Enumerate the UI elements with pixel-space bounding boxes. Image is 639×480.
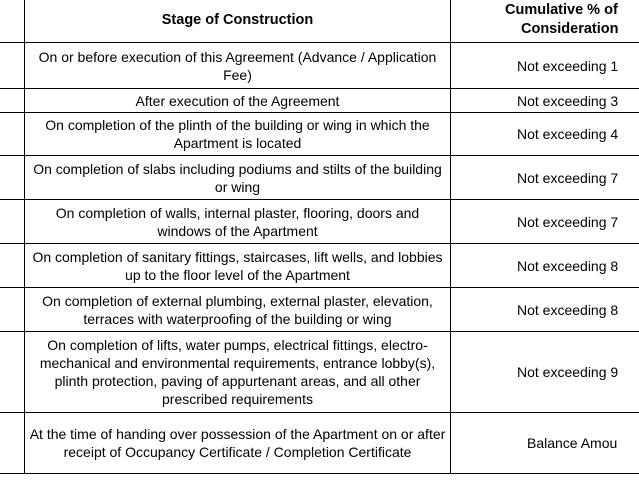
stage-cell: On completion of slabs including podiums and stilts of the building or wing bbox=[25, 156, 451, 200]
amount-cell: Not exceeding 7 bbox=[451, 200, 639, 244]
serial-cell bbox=[0, 113, 25, 156]
table-row bbox=[0, 413, 639, 474]
table-row bbox=[0, 43, 639, 89]
stage-cell: On completion of external plumbing, external plaster, elevation, terraces with waterproofing of the building or wing bbox=[25, 288, 451, 332]
serial-header-cell bbox=[0, 0, 25, 43]
header-row bbox=[0, 0, 639, 43]
stage-cell: On completion of lifts, water pumps, electrical fittings, electro-mechanical and environmental requirements, entrance lobby(s), plinth protection, paving of appurtenant areas, and all other prescribed requirements bbox=[25, 332, 451, 413]
stage-cell: At the time of handing over possession of the Apartment on or after receipt of Occupancy Certificate / Completion Certificate bbox=[25, 413, 451, 474]
serial-cell bbox=[0, 244, 25, 288]
amount-cell: Not exceeding 3 bbox=[451, 89, 639, 113]
stage-cell: On completion of sanitary fittings, staircases, lift wells, and lobbies up to the floor level of the Apartment bbox=[25, 244, 451, 288]
serial-cell bbox=[0, 43, 25, 89]
serial-cell bbox=[0, 332, 25, 413]
amount-cell: Balance Amou bbox=[451, 413, 639, 474]
stage-header: Stage of Construction bbox=[25, 0, 451, 43]
table-row bbox=[0, 89, 639, 113]
table-row bbox=[0, 200, 639, 244]
serial-cell bbox=[0, 89, 25, 113]
table-row bbox=[0, 332, 639, 413]
stage-cell: On completion of walls, internal plaster, flooring, doors and windows of the Apartment bbox=[25, 200, 451, 244]
cumulative-header-line2: Consideration bbox=[521, 21, 619, 37]
amount-cell: Not exceeding 8 bbox=[451, 288, 639, 332]
serial-cell bbox=[0, 200, 25, 244]
amount-cell: Not exceeding 9 bbox=[451, 332, 639, 413]
stage-cell: After execution of the Agreement bbox=[25, 89, 451, 113]
amount-cell: Not exceeding 1 bbox=[451, 43, 639, 89]
serial-cell bbox=[0, 288, 25, 332]
table-row bbox=[0, 156, 639, 200]
serial-cell bbox=[0, 413, 25, 474]
stage-cell: On or before execution of this Agreement (Advance / Application Fee) bbox=[25, 43, 451, 89]
amount-cell: Not exceeding 8 bbox=[451, 244, 639, 288]
cumulative-header-line1: Cumulative % of bbox=[505, 2, 618, 18]
stage-cell: On completion of the plinth of the building or wing in which the Apartment is located bbox=[25, 113, 451, 156]
table-row bbox=[0, 113, 639, 156]
table-row bbox=[0, 288, 639, 332]
table-row bbox=[0, 244, 639, 288]
serial-cell bbox=[0, 156, 25, 200]
cumulative-header bbox=[451, 0, 639, 43]
amount-cell: Not exceeding 7 bbox=[451, 156, 639, 200]
amount-cell: Not exceeding 4 bbox=[451, 113, 639, 156]
